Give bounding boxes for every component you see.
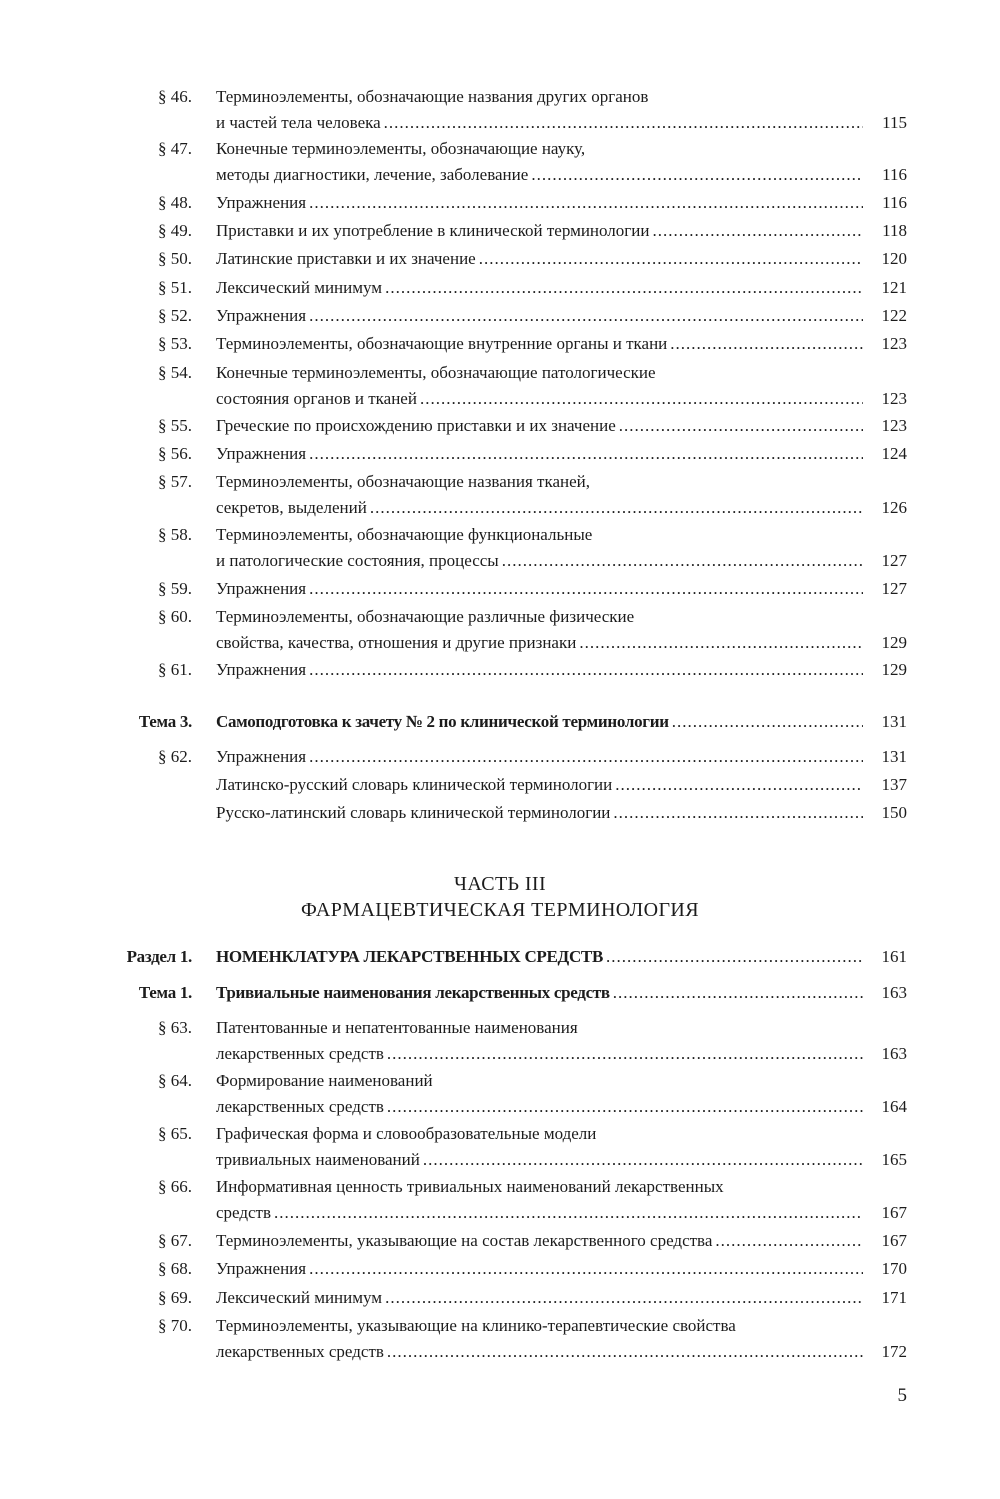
toc-entry-title-first-line: Терминоэлементы, обозначающие названия тканей, bbox=[216, 472, 590, 491]
toc-entry-title: лекарственных средств bbox=[216, 1044, 384, 1063]
toc-entry-title: тривиальных наименований bbox=[216, 1150, 420, 1169]
toc-entry-title: Упражнения bbox=[216, 579, 307, 598]
toc-entry-title: секретов, выделений bbox=[216, 498, 367, 517]
toc-entry-title-first-line: Патентованные и непатентованные наименования bbox=[216, 1018, 578, 1037]
toc-entry-number: § 53. bbox=[158, 334, 192, 353]
toc-entry-page: 163 bbox=[881, 983, 907, 1002]
toc-entry-page: 123 bbox=[881, 334, 907, 353]
toc-entry-page: 124 bbox=[881, 444, 907, 463]
toc-entry-title: Терминоэлементы, указывающие на состав лекарственного средства bbox=[216, 1231, 713, 1250]
toc-entry-number: § 60. bbox=[158, 607, 192, 626]
dot-leader bbox=[306, 303, 863, 329]
toc-entry-title: Греческие по происхождению приставки и их значение bbox=[216, 416, 616, 435]
toc-entry-page: 167 bbox=[881, 1231, 907, 1250]
toc-entry-page: 122 bbox=[881, 306, 907, 325]
toc-entry-title: и патологические состояния, процессы bbox=[216, 551, 499, 570]
toc-entry-page: 167 bbox=[881, 1203, 907, 1222]
toc-entry-title: Упражнения bbox=[216, 660, 307, 679]
toc-entry-title: НОМЕНКЛАТУРА ЛЕКАРСТВЕННЫХ СРЕДСТВ bbox=[216, 947, 603, 966]
toc-entry-number: § 57. bbox=[158, 472, 192, 491]
toc-entry-number: § 52. bbox=[158, 306, 192, 325]
dot-leader bbox=[382, 1285, 863, 1311]
dot-leader bbox=[306, 744, 863, 770]
toc-entry-page: 171 bbox=[881, 1288, 907, 1307]
toc-entry-page: 116 bbox=[882, 193, 907, 212]
toc-entry-title: свойства, качества, отношения и другие признаки bbox=[216, 633, 577, 652]
toc-entry-page: 170 bbox=[881, 1259, 907, 1278]
toc-entry-page: 131 bbox=[881, 712, 907, 731]
toc-entry-title: средств bbox=[216, 1203, 272, 1222]
dot-leader bbox=[476, 246, 863, 272]
toc-entry-title: Русско-латинский словарь клинической терминологии bbox=[216, 803, 611, 822]
toc-entry-number: Тема 3. bbox=[138, 712, 192, 731]
dot-leader bbox=[610, 800, 863, 826]
dot-leader bbox=[306, 657, 863, 683]
toc-entry-number: § 59. bbox=[158, 579, 192, 598]
toc-entry-title-first-line: Конечные терминоэлементы, обозначающие патологические bbox=[216, 363, 656, 382]
toc-entry-page: 127 bbox=[881, 551, 907, 570]
toc-entry-number: § 62. bbox=[158, 747, 192, 766]
dot-leader bbox=[384, 1041, 863, 1067]
dot-leader bbox=[417, 386, 863, 412]
toc-entry-number: § 48. bbox=[158, 193, 192, 212]
dot-leader bbox=[306, 190, 863, 216]
toc-entry-number: § 54. bbox=[158, 363, 192, 382]
dot-leader bbox=[649, 218, 863, 244]
part-label: ЧАСТЬ III bbox=[453, 873, 547, 895]
toc-entry-title-first-line: Терминоэлементы, указывающие на клинико-терапевтические свойства bbox=[216, 1316, 736, 1335]
dot-leader bbox=[306, 441, 863, 467]
toc-entry-number: § 66. bbox=[158, 1177, 192, 1196]
toc-entry-title: Лексический минимум bbox=[216, 1288, 383, 1307]
toc-entry-page: 150 bbox=[881, 803, 907, 822]
dot-leader bbox=[669, 709, 863, 735]
toc-entry-page: 116 bbox=[882, 165, 907, 184]
toc-entry-number: § 67. bbox=[158, 1231, 192, 1250]
toc-entry-page: 163 bbox=[881, 1044, 907, 1063]
toc-entry-number: § 55. bbox=[158, 416, 192, 435]
dot-leader bbox=[306, 1256, 863, 1282]
toc-entry-number: § 64. bbox=[158, 1071, 192, 1090]
toc-entry-page: 115 bbox=[882, 113, 907, 132]
toc-entry-title: Латинско-русский словарь клинической терминологии bbox=[216, 775, 613, 794]
dot-leader bbox=[499, 548, 863, 574]
toc-entry-title-first-line: Терминоэлементы, обозначающие названия других органов bbox=[216, 87, 649, 106]
dot-leader bbox=[610, 980, 863, 1006]
toc-entry-number: § 51. bbox=[158, 278, 192, 297]
dot-leader bbox=[271, 1200, 863, 1226]
toc-entry-title: Самоподготовка к зачету № 2 по клинической терминологии bbox=[216, 712, 669, 731]
toc-entry-title: Лексический минимум bbox=[216, 278, 383, 297]
dot-leader bbox=[420, 1147, 863, 1173]
toc-entry-page: 129 bbox=[881, 660, 907, 679]
toc-entry-page: 165 bbox=[881, 1150, 907, 1169]
toc-entry-title: Латинские приставки и их значение bbox=[216, 249, 476, 268]
toc-entry-title: лекарственных средств bbox=[216, 1097, 384, 1116]
toc-entry-number: § 63. bbox=[158, 1018, 192, 1037]
dot-leader bbox=[384, 1339, 863, 1365]
part-title: ФАРМАЦЕВТИЧЕСКАЯ ТЕРМИНОЛОГИЯ bbox=[300, 899, 700, 921]
toc-entry-title: Упражнения bbox=[216, 193, 307, 212]
toc-entry-title-first-line: Терминоэлементы, обозначающие различные физические bbox=[216, 607, 635, 626]
dot-leader bbox=[576, 630, 863, 656]
dot-leader bbox=[367, 495, 863, 521]
dot-leader bbox=[381, 110, 863, 136]
toc-entry-title: Тривиальные наименования лекарственных средств bbox=[216, 983, 610, 1002]
toc-entry-number: § 68. bbox=[158, 1259, 192, 1278]
toc-entry-title-first-line: Терминоэлементы, обозначающие функциональные bbox=[216, 525, 593, 544]
toc-entry-page: 127 bbox=[881, 579, 907, 598]
toc-entry-page: 126 bbox=[881, 498, 907, 517]
toc-entry-number: § 50. bbox=[158, 249, 192, 268]
toc-entry-title-first-line: Конечные терминоэлементы, обозначающие науку, bbox=[216, 139, 586, 158]
dot-leader bbox=[712, 1228, 863, 1254]
dot-leader bbox=[612, 772, 863, 798]
toc-entry-page: 161 bbox=[881, 947, 907, 966]
toc-entry-page: 118 bbox=[882, 221, 907, 240]
toc-entry-page: 123 bbox=[881, 389, 907, 408]
toc-entry-number: § 47. bbox=[158, 139, 192, 158]
toc-entry-page: 137 bbox=[881, 775, 907, 794]
toc-entry-title: методы диагностики, лечение, заболевание bbox=[216, 165, 529, 184]
toc-entry-number: § 56. bbox=[158, 444, 192, 463]
toc-entry-title: Упражнения bbox=[216, 747, 307, 766]
toc-entry-number: § 65. bbox=[158, 1124, 192, 1143]
dot-leader bbox=[306, 576, 863, 602]
toc-entry-number: § 61. bbox=[158, 660, 192, 679]
toc-entry-number: Тема 1. bbox=[138, 983, 192, 1002]
dot-leader bbox=[603, 944, 863, 970]
toc-entry-title-first-line: Формирование наименований bbox=[216, 1071, 433, 1090]
toc-entry-title: Терминоэлементы, обозначающие внутренние органы и ткани bbox=[216, 334, 668, 353]
dot-leader bbox=[667, 331, 863, 357]
toc-entry-title: Упражнения bbox=[216, 444, 307, 463]
toc-entry-title: и частей тела человека bbox=[216, 113, 381, 132]
toc-entry-number: § 46. bbox=[158, 87, 192, 106]
dot-leader bbox=[616, 413, 863, 439]
page-number: 5 bbox=[897, 1385, 907, 1406]
toc-entry-page: 120 bbox=[881, 249, 907, 268]
toc-entry-title: Приставки и их употребление в клинической терминологии bbox=[216, 221, 650, 240]
toc-entry-page: 129 bbox=[881, 633, 907, 652]
toc-entry-number: § 49. bbox=[158, 221, 192, 240]
dot-leader bbox=[382, 275, 863, 301]
toc-entry-title: Упражнения bbox=[216, 1259, 307, 1278]
toc-entry-title-first-line: Графическая форма и словообразовательные модели bbox=[216, 1124, 597, 1143]
dot-leader bbox=[384, 1094, 863, 1120]
toc-entry-number: Раздел 1. bbox=[126, 947, 192, 966]
toc-entry-title: состояния органов и тканей bbox=[216, 389, 417, 408]
toc-entry-page: 164 bbox=[881, 1097, 907, 1116]
toc-entry-title-first-line: Информативная ценность тривиальных наименований лекарственных bbox=[216, 1177, 724, 1196]
dot-leader bbox=[528, 162, 863, 188]
toc-entry-title: лекарственных средств bbox=[216, 1342, 384, 1361]
toc-entry-page: 172 bbox=[881, 1342, 907, 1361]
toc-entry-number: § 70. bbox=[158, 1316, 192, 1335]
toc-entry-title: Упражнения bbox=[216, 306, 307, 325]
toc-entry-page: 131 bbox=[881, 747, 907, 766]
toc-entry-page: 123 bbox=[881, 416, 907, 435]
toc-entry-number: § 58. bbox=[158, 525, 192, 544]
toc-entry-number: § 69. bbox=[158, 1288, 192, 1307]
toc-entry-page: 121 bbox=[881, 278, 907, 297]
